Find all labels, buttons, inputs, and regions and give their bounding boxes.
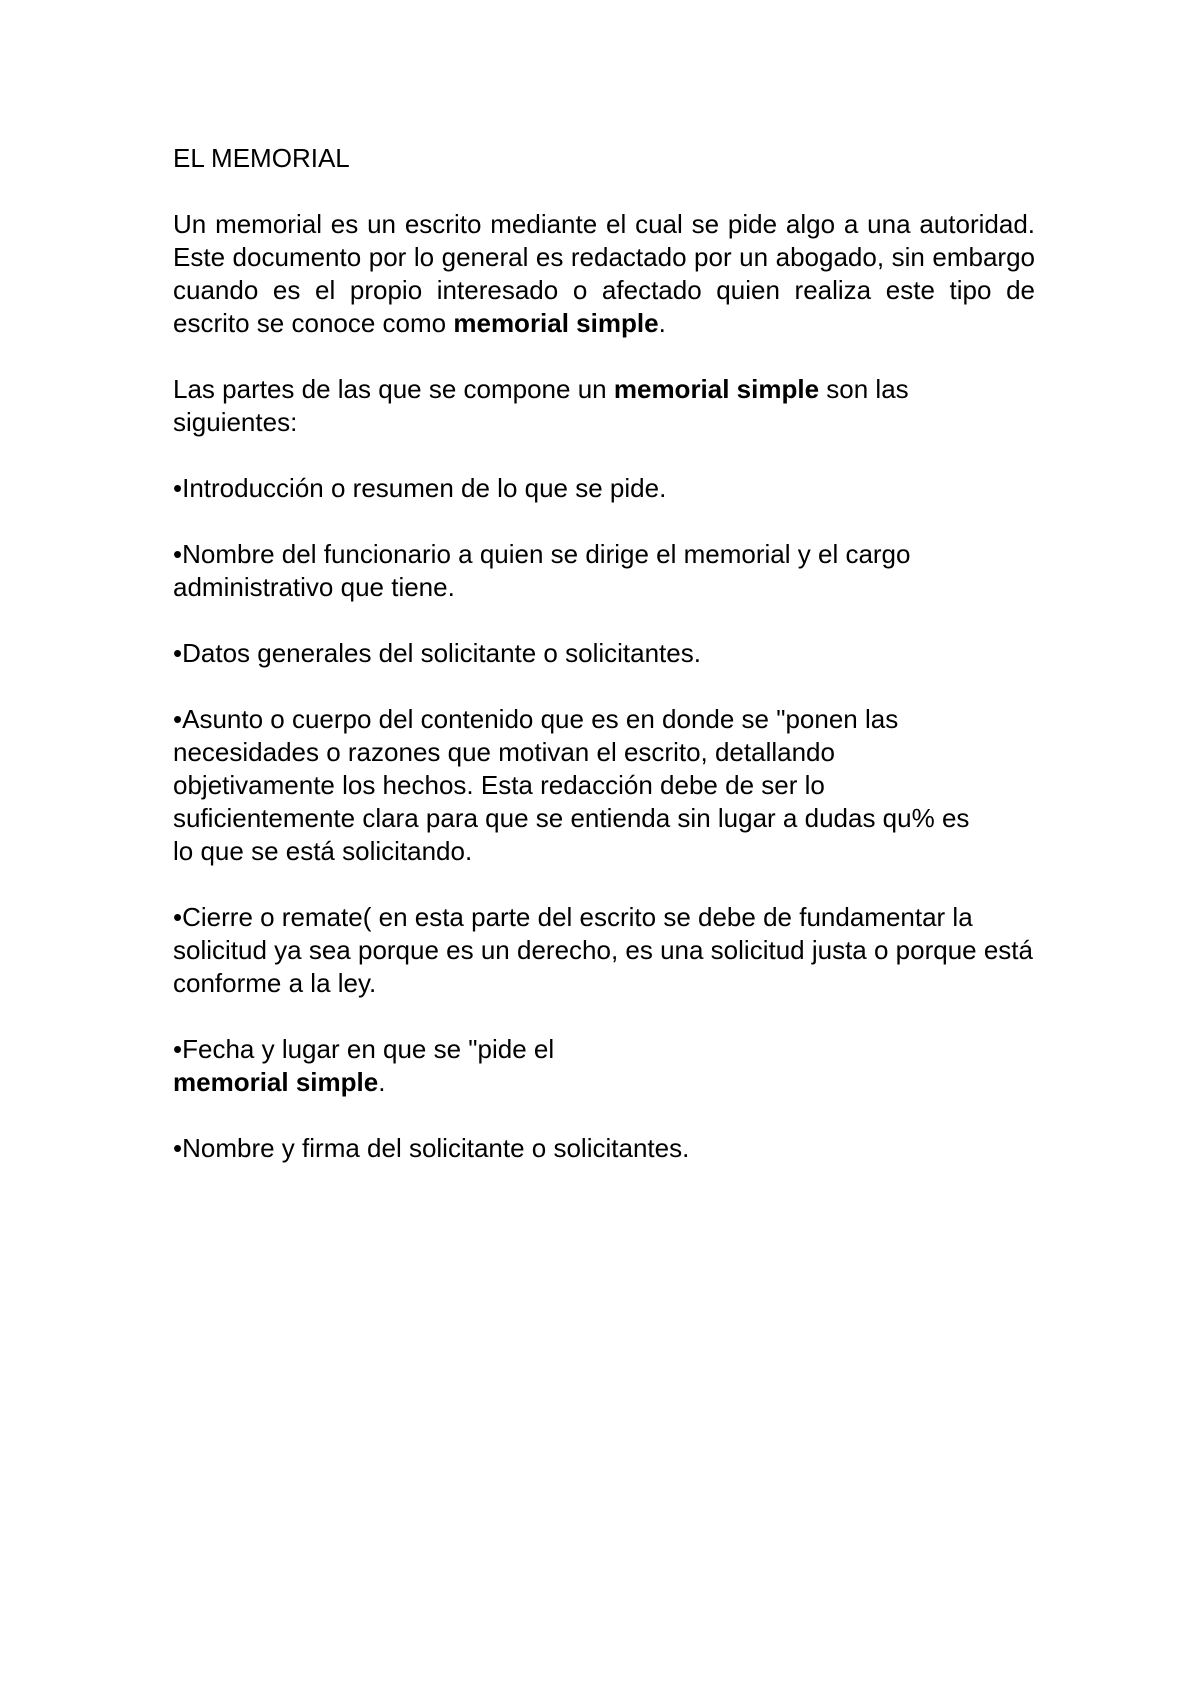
intro-text: Un memorial es un escrito mediante el cual se pide algo a una autoridad. Este documento por lo general es redactado por un abogado, sin embargo cuando es el propio interesado o afectado quien realiza este tipo de escrito se conoce como xyxy=(173,209,1035,338)
parts-intro-text: Las partes de las que se compone un xyxy=(173,374,614,404)
bullet-icon: • xyxy=(173,1133,183,1163)
bullet-item xyxy=(173,637,1035,670)
bullet-icon: • xyxy=(173,902,183,932)
parts-intro-paragraph xyxy=(173,373,1035,439)
bullet-icon: • xyxy=(173,473,183,503)
bullet-item xyxy=(173,472,1035,505)
bullet-icon: • xyxy=(173,638,183,668)
bullet-text: Datos generales del solicitante o solicitantes. xyxy=(182,638,701,668)
bullet-text: Fecha y lugar en que se "pide el xyxy=(182,1034,555,1064)
document-title: EL MEMORIAL xyxy=(173,143,350,173)
document-page xyxy=(173,142,1035,1198)
intro-paragraph xyxy=(173,208,1035,340)
intro-text-end: . xyxy=(658,308,666,338)
bullet-item xyxy=(173,703,973,868)
bullet-item-date xyxy=(173,1033,1035,1099)
bullet-icon: • xyxy=(173,1034,183,1064)
bullet-item xyxy=(173,538,933,604)
bullet-item xyxy=(173,1132,1035,1165)
bullet-item xyxy=(173,901,1035,1000)
bullet-icon: • xyxy=(173,704,183,734)
date-bullet-bold-term: memorial simple xyxy=(173,1067,379,1097)
bullet-text: Nombre y firma del solicitante o solicitantes. xyxy=(182,1133,690,1163)
bullet-text: Nombre del funcionario a quien se dirige el memorial y el cargo administrativo que tiene. xyxy=(173,539,911,602)
parts-intro-text-end: son las siguientes: xyxy=(173,374,909,437)
intro-bold-term: memorial simple xyxy=(453,308,659,338)
bullet-icon: • xyxy=(173,539,183,569)
parts-intro-bold-term: memorial simple xyxy=(613,374,820,404)
bullet-text: Cierre o remate( en esta parte del escrito se debe de fundamentar la solicitud ya sea porque es un derecho, es una solicitud justa o porque está conforme a la ley. xyxy=(173,902,1033,998)
date-bullet-text-end: . xyxy=(378,1067,386,1097)
bullet-text: Introducción o resumen de lo que se pide. xyxy=(182,473,667,503)
bullet-text: Asunto o cuerpo del contenido que es en donde se "ponen las necesidades o razones que motivan el escrito, detallando objetivamente los hechos. Esta redacción debe de ser lo suficientemente clara para que se entienda sin lugar a dudas qu% es lo que se está solicitando. xyxy=(173,704,970,866)
